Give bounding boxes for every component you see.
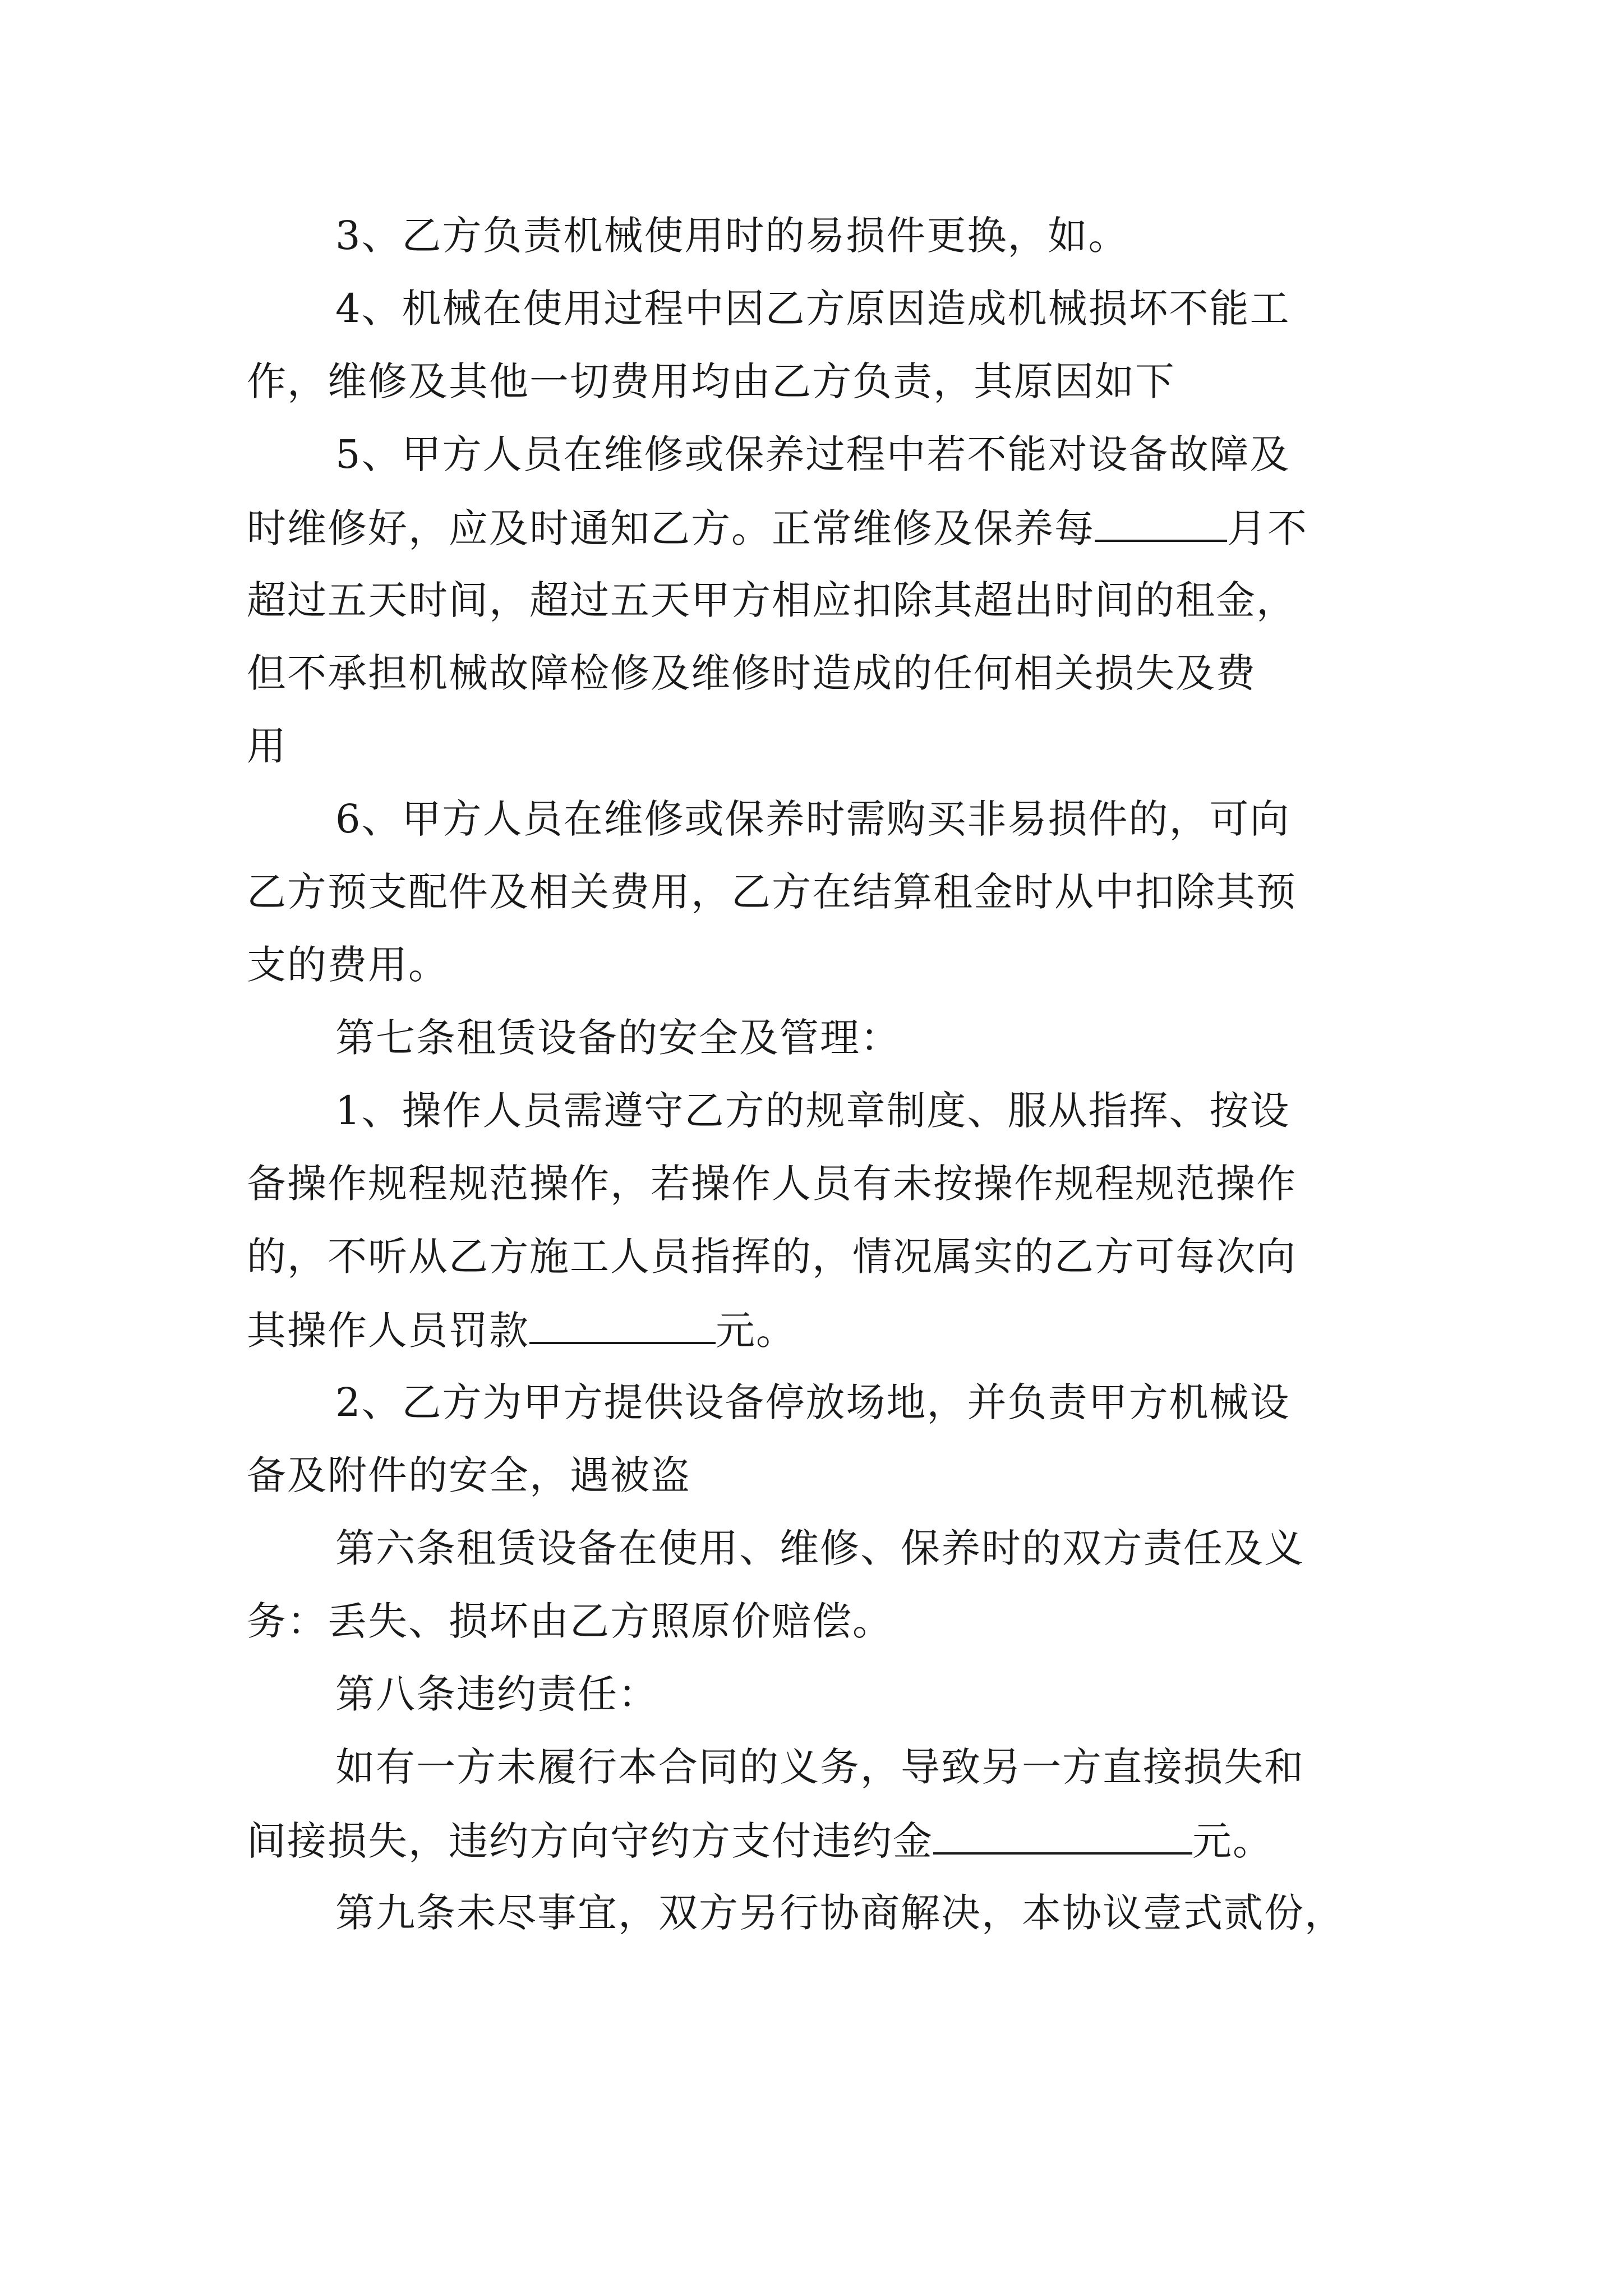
months-blank bbox=[1095, 505, 1227, 542]
article-7-item-1-cont: 备操作规程规范操作，若操作人员有未按操作规程规范操作 bbox=[247, 1161, 1297, 1207]
clause-4-text-cont: 作，维修及其他一切费用均由乙方负责，其原因如下 bbox=[247, 358, 1175, 404]
clause-6-text-cont-2: 支的费用。 bbox=[247, 942, 449, 988]
article-8-heading: 第八条违约责任： bbox=[335, 1671, 658, 1717]
fine-amount-blank bbox=[529, 1307, 716, 1344]
article-7-item-2: 2、乙方为甲方提供设备停放场地，并负责甲方机械设 bbox=[335, 1379, 1290, 1425]
fine-fragment-a: 其操作人员罚款 bbox=[247, 1308, 529, 1354]
article-7-item-2-cont: 备及附件的安全，遇被盗 bbox=[247, 1452, 691, 1498]
article-8-text-cont bbox=[247, 1818, 1273, 1862]
clause-5-text-cont-2: 超过五天时间，超过五天甲方相应扣除其超出时间的租金， bbox=[247, 577, 1297, 623]
clause-3-text: 3、乙方负责机械使用时的易损件更换，如。 bbox=[335, 213, 1129, 259]
clause-5-fragment-a: 时维修好，应及时通知乙方。正常维修及保养每 bbox=[247, 505, 1095, 551]
article-7-item-1-cont-3 bbox=[247, 1307, 796, 1352]
clause-4-text: 4、机械在使用过程中因乙方原因造成机械损坏不能工 bbox=[335, 286, 1290, 332]
article-9-text: 第九条未尽事宜，双方另行协商解决，本协议壹式贰份， bbox=[335, 1890, 1345, 1936]
clause-6-text: 6、甲方人员在维修或保养时需购买非易损件的，可向 bbox=[335, 796, 1290, 842]
clause-5-text-cont-3: 但不承担机械故障检修及维修时造成的任何相关损失及费 bbox=[247, 650, 1256, 696]
clause-5-text-cont-4: 用 bbox=[247, 723, 287, 769]
article-7-item-1-cont-2: 的，不听从乙方施工人员指挥的，情况属实的乙方可每次向 bbox=[247, 1234, 1297, 1280]
clause-5-fragment-b: 月不 bbox=[1227, 505, 1308, 551]
article-7-heading: 第七条租赁设备的安全及管理： bbox=[335, 1015, 901, 1061]
penalty-fragment-a: 间接损失，违约方向守约方支付违约金 bbox=[247, 1818, 933, 1864]
clause-6-text-cont: 乙方预支配件及相关费用，乙方在结算租金时从中扣除其预 bbox=[247, 869, 1297, 915]
clause-5-text-cont bbox=[247, 505, 1308, 550]
article-6-heading-cont: 务：丢失、损坏由乙方照原价赔偿。 bbox=[247, 1598, 893, 1644]
article-6-heading: 第六条租赁设备在使用、维修、保养时的双方责任及义 bbox=[335, 1525, 1304, 1571]
clause-5-text: 5、甲方人员在维修或保养过程中若不能对设备故障及 bbox=[335, 431, 1290, 477]
penalty-fragment-b: 元。 bbox=[1192, 1818, 1273, 1864]
penalty-amount-blank bbox=[933, 1818, 1192, 1855]
article-8-text: 如有一方未履行本合同的义务，导致另一方直接损失和 bbox=[335, 1744, 1304, 1790]
fine-fragment-b: 元。 bbox=[716, 1308, 796, 1354]
article-7-item-1: 1、操作人员需遵守乙方的规章制度、服从指挥、按设 bbox=[335, 1088, 1290, 1134]
